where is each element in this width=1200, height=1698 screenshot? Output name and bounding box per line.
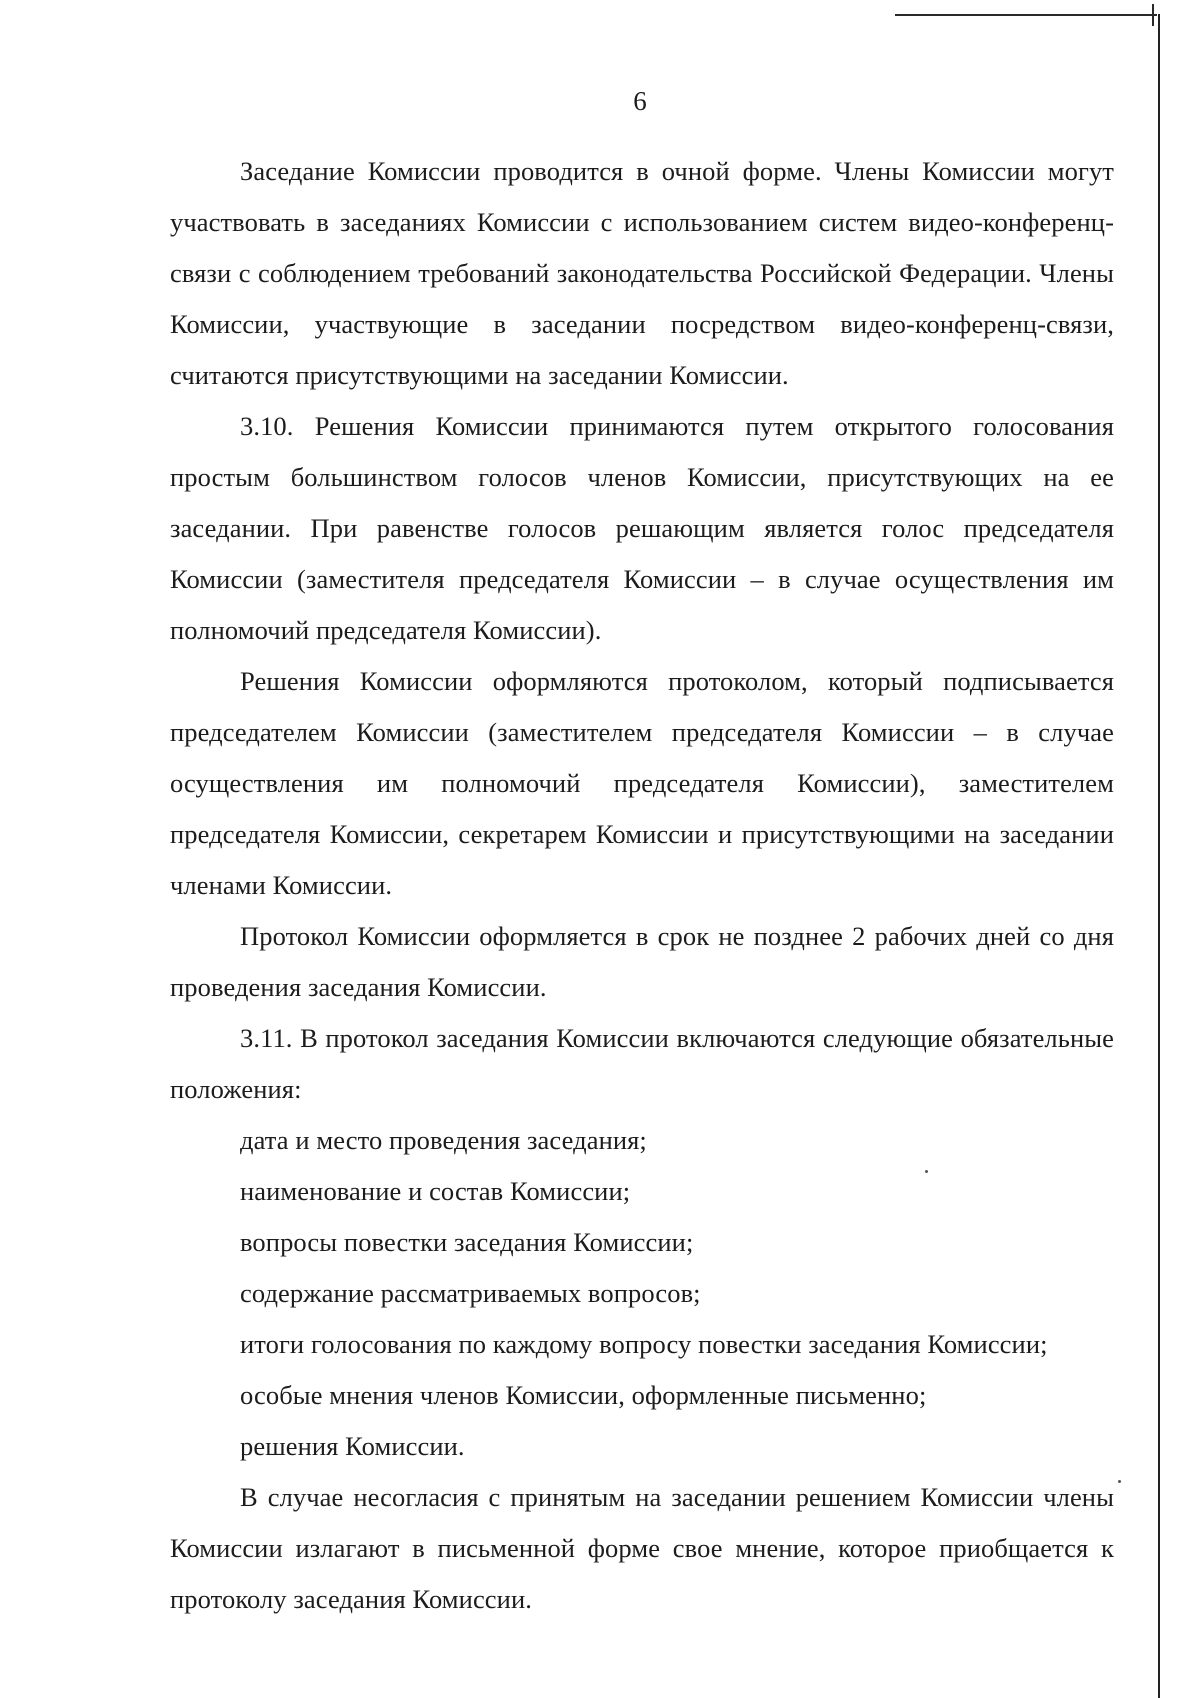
paragraph-protocol-deadline: Протокол Комиссии оформляется в срок не позднее 2 рабочих дней со дня проведения заседания Комиссии. bbox=[170, 921, 1114, 1002]
list-item: итоги голосования по каждому вопросу повестки заседания Комиссии; bbox=[240, 1329, 1048, 1359]
scan-border-top bbox=[895, 14, 1157, 16]
protocol-contents-list bbox=[170, 1115, 1114, 1472]
page-number: 6 bbox=[633, 86, 647, 116]
list-item: дата и место проведения заседания; bbox=[240, 1125, 647, 1155]
list-item: содержание рассматриваемых вопросов; bbox=[240, 1278, 701, 1308]
scan-speck bbox=[1118, 1480, 1121, 1483]
document-body bbox=[170, 146, 1114, 1625]
scan-border-tick bbox=[1152, 4, 1154, 26]
paragraph-protocol-signing: Решения Комиссии оформляются протоколом, который подписывается председателем Комиссии (заместителем председателя Комиссии – в случае осуществления им полномочий председателя Комиссии), заместителем председателя Комиссии, секретарем Комиссии и присутствующими на заседании членами Комиссии. bbox=[170, 666, 1114, 900]
scan-border-right bbox=[1158, 14, 1160, 1698]
list-item: вопросы повестки заседания Комиссии; bbox=[240, 1227, 694, 1257]
list-item: решения Комиссии. bbox=[240, 1431, 465, 1461]
list-item: особые мнения членов Комиссии, оформленные письменно; bbox=[240, 1380, 927, 1410]
paragraph-dissenting-opinion: В случае несогласия с принятым на заседании решением Комиссии члены Комиссии излагают в письменной форме свое мнение, которое приобщается к протоколу заседания Комиссии. bbox=[170, 1482, 1114, 1614]
paragraph-3-10-decisions: 3.10. Решения Комиссии принимаются путем открытого голосования простым большинством голосов членов Комиссии, присутствующих на ее заседании. При равенстве голосов решающим является голос председателя Комиссии (заместителя председателя Комиссии – в случае осуществления им полномочий председателя Комиссии). bbox=[170, 411, 1114, 645]
paragraph-3-11-protocol-contents: 3.11. В протокол заседания Комиссии включаются следующие обязательные положения: bbox=[170, 1023, 1114, 1104]
list-item: наименование и состав Комиссии; bbox=[240, 1176, 631, 1206]
paragraph-meeting-form: Заседание Комиссии проводится в очной форме. Члены Комиссии могут участвовать в заседаниях Комиссии с использованием систем видео-конференц-связи с соблюдением требований законодательства Российской Федерации. Члены Комиссии, участвующие в заседании посредством видео-конференц-связи, считаются присутствующими на заседании Комиссии. bbox=[170, 156, 1114, 390]
